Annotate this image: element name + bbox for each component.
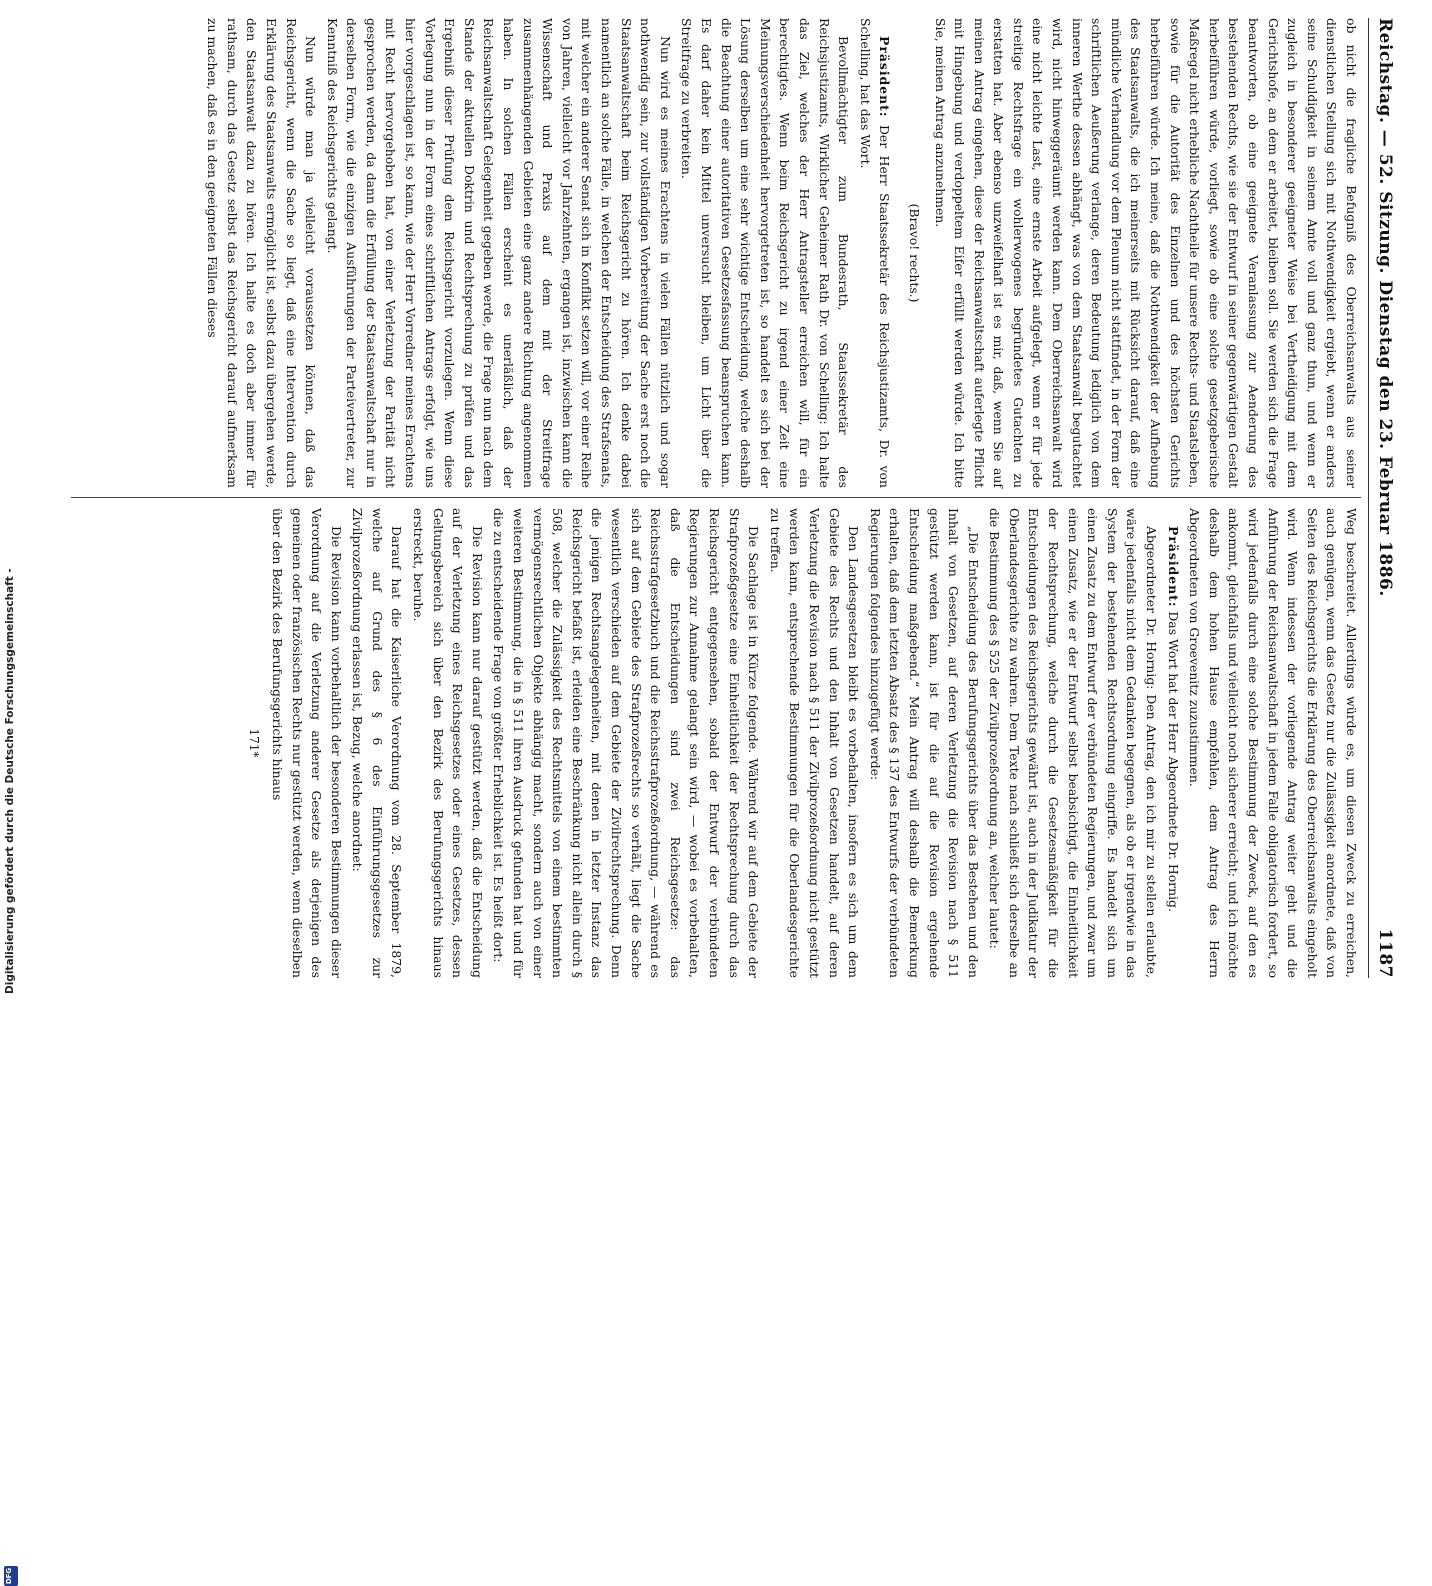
paragraph: Nun wird es meines Erachtens in vielen Fällen nützlich und sogar nothwendig sein, zur vollständigen Vorbereitung der Sache erst noch die Staatsanwaltschaft beim Reichsgericht zu hören. Ich denke dabei namentlich an solche Fälle, in welchen der Entscheidung des Strafsenats, mit welcher ein anderer Senat sich in Konflikt setzen will, vor einer Reihe von Jahren, vielleicht vor Jahrzehnten, ergangen ist, inzwischen kann die Wissenschaft und Praxis auf dem mit der Streitfrage zusammenhängenden Gebieten eine ganz andere Richtung angenommen haben. In solchen Fällen erscheint es unerläßlich, daß der Reichsanwaltschaft Gelegenheit gegeben werde, die Frage nun nach dem Stande der aktuellen Doktrin und Rechtsprechung zu prüfen und das Ergebniß dieser Prüfung dem Reichsgericht vorzulegen. Wenn diese Vorlegung nun in der Form eines schriftlichen Antrags erfolgt, wie uns hier vorgeschlagen ist, so kann, wie der Herr Vorredner meines Erachtens mit Recht hervorgehoben hat, von einer Verletzung der Parität nicht gesprochen werden, da dann die Erfüllung der Staatsanwaltschaft nur in derselben Form, wie die einzigen Ausführungen der Parteivertreter, zur Kenntniß des Reichsgerichts gelangt. xyxy=(324,18,673,488)
paragraph: Die Sachlage ist in Kürze folgende. Während wir auf dem Gebiete der Strafprozeßgesetze eine Einheitlichkeit der Rechtsprechung durch das Reichsgericht entgegensehen, sobald der Entwurf der verbündeten Regierungen zur Annahme gelangt sein wird, — wobei es vorbehalten, daß die Entscheidungen sind zwei Reichsgesetze: das Reichsstrafgesetzbuch und die Reichsstrafprozeßordnung, — während es sich auf dem Gebiete des Strafprozeßrechts so verhält, liegt die Sache wesentlich verschieden auf dem Gebiete der Zivilrechtsprechung. Denn die jenigen Rechtsangelegenheiten, mit denen in letzter Instanz das Reichsgericht befaßt ist, erleiden eine Beschränkung nicht allein durch § 508, welcher die Zulässigkeit des Rechtsmittels von einem bestimmten vermögensrechtlichen Objekte abhängig macht, sondern auch von einer weiteren Bestimmung, die in § 511 ihren Ausdruck gefunden hat und für die zu entscheidende Frage von größter Erheblichkeit ist. Es heißt dort: xyxy=(491,508,762,978)
signature-mark: 171* xyxy=(247,728,262,758)
paragraph: ob nicht die fragliche Befugniß des Oberreichsanwalts aus seiner dienstlichen Stellung sich mit Nothwendigkeit ergiebt, wenn er anders seine Schuldigkeit in seinem Amte voll und ganz thun, und wenn er zugleich in besonderer geeigneter Weise bei Vertheidigung mit dem Gerichtshofe, an dem er arbeitet, bleiben soll. Sie werden sich die Frage beantworten, ob eine geeignete Veranlassung zur Aenderung des bestehenden Rechts, wie sie der Entwurf in seiner gegenwärtigen Gestalt herbeiführen würde, vorliegt, sowie ob eine solche gesetzgeberische Maßregel nicht erhebliche Nachtheile für unsere Rechts- und Staatsleben, sowie für die Autorität des Einzelnen und des höchsten Gerichts herbeiführen würde. Ich meine, daß die Nothwendigkeit der Aufhebung des Staatsanwalts, die ich meinerseits mit Rücksicht darauf, daß eine mündliche Verhandlung vor dem Plenum nicht stattfindet, in der Form der schriftlichen Aeußerung verlange, deren Bedeutung lediglich von dem inneren Werthe dessen abhängt, was von dem Staatsanwalt begutachtet wird, nicht hinweggeräumt werden kann. Dem Oberreichsanwalt wird eine nicht leichte Last, eine ernste Arbeit aufgelegt, wenn er für jede streitige Rechtsfrage ein wohlerwogenes begründetes Gutachten zu erstatten hat. Aber ebenso unzweifelhaft ist es mir, daß, wenn Sie auf meinen Antrag eingehen, diese der Reichsanwaltschaft auferlegte Pflicht mit Hingebung und verdoppeltem Eifer erfüllt werden würde. Ich bitte Sie, meinen Antrag anzunehmen. xyxy=(932,18,1359,489)
dfg-logo-icon xyxy=(4,1566,18,1586)
paragraph: Den Landesgesetzen bleibt es vorbehalten, insofern es sich um dem Gebiete des Rechts und den Inhalt von Gesetzen handelt, auf deren Verletzung die Revision nach § 511 der Zivilprozeßordnung nicht gestützt werden kann, entsprechende Bestimmungen für die Oberlandesgerichte zu treffen. xyxy=(767,508,862,978)
paragraph: Bevollmächtigter zum Bundesrath, Staatssekretär des Reichsjustizamts, Wirklicher Geheimer Rath Dr. von Schelling: Ich halte das Ziel, welches der Herr Antragsteller erreichen will, für ein berechtigtes. Wenn beim Reichsgericht zu irgend einer Zeit eine Meinungsverschiedenheit hervorgetreten ist, so handelt es sich bei der Lösung derselben um eine sehr wichtige Entscheidung, welche deshalb die Beachtung einer autoritativen Gesetzesfassung beanspruchen kann. Es darf daher kein Mittel unversucht bleiben, um Licht über die Streitfrage zu verbreiten. xyxy=(679,18,852,488)
paragraph: Nun würde man ja vielleicht voraussetzen können, daß das Reichsgericht, wenn die Sache so liegt, daß eine Intervention durch Erklärung des Staatsanwalts ermöglicht ist, selbst dazu übergehen werde, den Staatsanwalt dazu zu hören. Ich halte es doch aber immer für rathsam, durch das Gesetz selbst das Reichsgericht darauf aufmerksam zu machen, daß es in den geeigneten Fällen dieses xyxy=(205,18,319,489)
credit-text: Digitalisierung gefördert durch die Deutsche Forschungsgemeinschaft - xyxy=(4,568,16,994)
digitization-credit xyxy=(0,568,22,1585)
applause-note: (Bravo! rechts.) xyxy=(906,203,922,303)
header-session: Reichstag. — 52. Sitzung. Dienstag den 23. Februar 1886. xyxy=(1375,18,1395,597)
header-rule xyxy=(1368,18,1369,978)
paragraph: Weg beschreitet. Allerdings würde es, um diesen Zweck zu erreichen, auch genügen, wenn das Gesetz nur die Zulässigkeit anordnete, daß von Seiten des Reichsgerichts die Erklärung des Oberreichsanwalts eingeholt wird. Wenn indessen der vorliegende Antrag weiter geht und die Anführung der Reichsanwaltschaft in jedem Falle obligatorisch fordert, so wird jedenfalls durch eine solche Bestimmung der Zweck, auf den es ankommt, gleichfalls und vielleicht noch sicherer erreicht; und ich möchte deshalb dem hohen Hause empfehlen, dem Antrag des Herrn Abgeordneten von Groevenitz zuzustimmen. xyxy=(1187,508,1359,978)
running-header xyxy=(1367,18,1397,978)
header-date: Dienstag den 23. Februar 1886. xyxy=(1375,280,1395,597)
left-column xyxy=(201,18,1361,488)
column-divider xyxy=(71,497,1361,498)
paragraph: Die Revision kann nur darauf gestützt werden, daß die Entscheidung auf der Verletzung eines Reichsgesetzes oder eines Gesetzes, dessen Geltungsbereich sich über den Bezirk des Berufungsgerichts hinaus erstreckt, beruhe. xyxy=(411,508,485,978)
president-remark xyxy=(855,18,894,488)
rotated-page-sheet xyxy=(75,0,1405,1000)
president-remark xyxy=(1163,508,1183,978)
logo-text: DFG xyxy=(5,1567,13,1585)
speaker-label: Präsident: xyxy=(877,36,893,118)
paragraph: Die Revision kann vorbehaltlich der besonderen Bestimmungen dieser Verordnung auf die Verletzung anderer Gesetze als derjenigen des gemeinen oder französischen Rechts nur gestützt werden, wenn dieselben über den Bezirk des Berufungsgerichts hinaus xyxy=(269,508,344,978)
paragraph: Darauf hat die Kaiserliche Verordnung vom 28. September 1879, welche auf Grund des § 6 des Einführungsgesetzes zur Zivilprozeßordnung erlassen ist, Bezug, welche anordnet: xyxy=(350,508,405,978)
right-column xyxy=(244,508,1361,978)
paragraph: „Die Entscheidung des Berufungsgerichts über das Bestehen und den Inhalt von Gesetzen, auf deren Verletzung die Revision nach § 511 gestützt werden kann, ist für die auf die Revision ergehende Entscheidung maßgebend.“ Mein Antrag will deshalb die Bemerkung erhalten, daß dem letzten Absatz des § 137 des Entwurfs der verbündeten Regierungen folgendes hinzugefügt werde: xyxy=(867,508,981,978)
paragraph: Abgeordneter Dr. Hornig: Den Antrag, den ich mir zu stellen erlaubte, wäre jedenfalls nicht dem Gedanken begegnen, als ob er irgendwie in das System der bestehenden Rechtsordnung eingriffe. Es handelt sich um einen Zusatz zu dem Entwurf der verbündeten Regierungen, und zwar um einen Zusatz, wie er der Entwurf selbst beabsichtigt, die Einheitlichkeit der Rechtsprechung, welche durch die Gesetzesmäßigkeit für die Entscheidungen des Reichsgerichts gewährt ist, auch in der Judikatur der Oberlandesgerichte zu wahren. Dem Texte nach schließt sich derselbe an die Bestimmung des § 525 der Zivilprozeßordnung an, welcher lautet: xyxy=(987,508,1160,978)
page-number: 1187 xyxy=(1375,928,1395,978)
president-text: Das Wort hat der Herr Abgeordnete Dr. Hornig. xyxy=(1165,611,1181,912)
president-text: Der Herr Staatssekretär des Reichsjustizamts, Dr. von Schelling, hat das Wort. xyxy=(857,18,893,488)
speaker-label: Präsident: xyxy=(1165,526,1181,608)
